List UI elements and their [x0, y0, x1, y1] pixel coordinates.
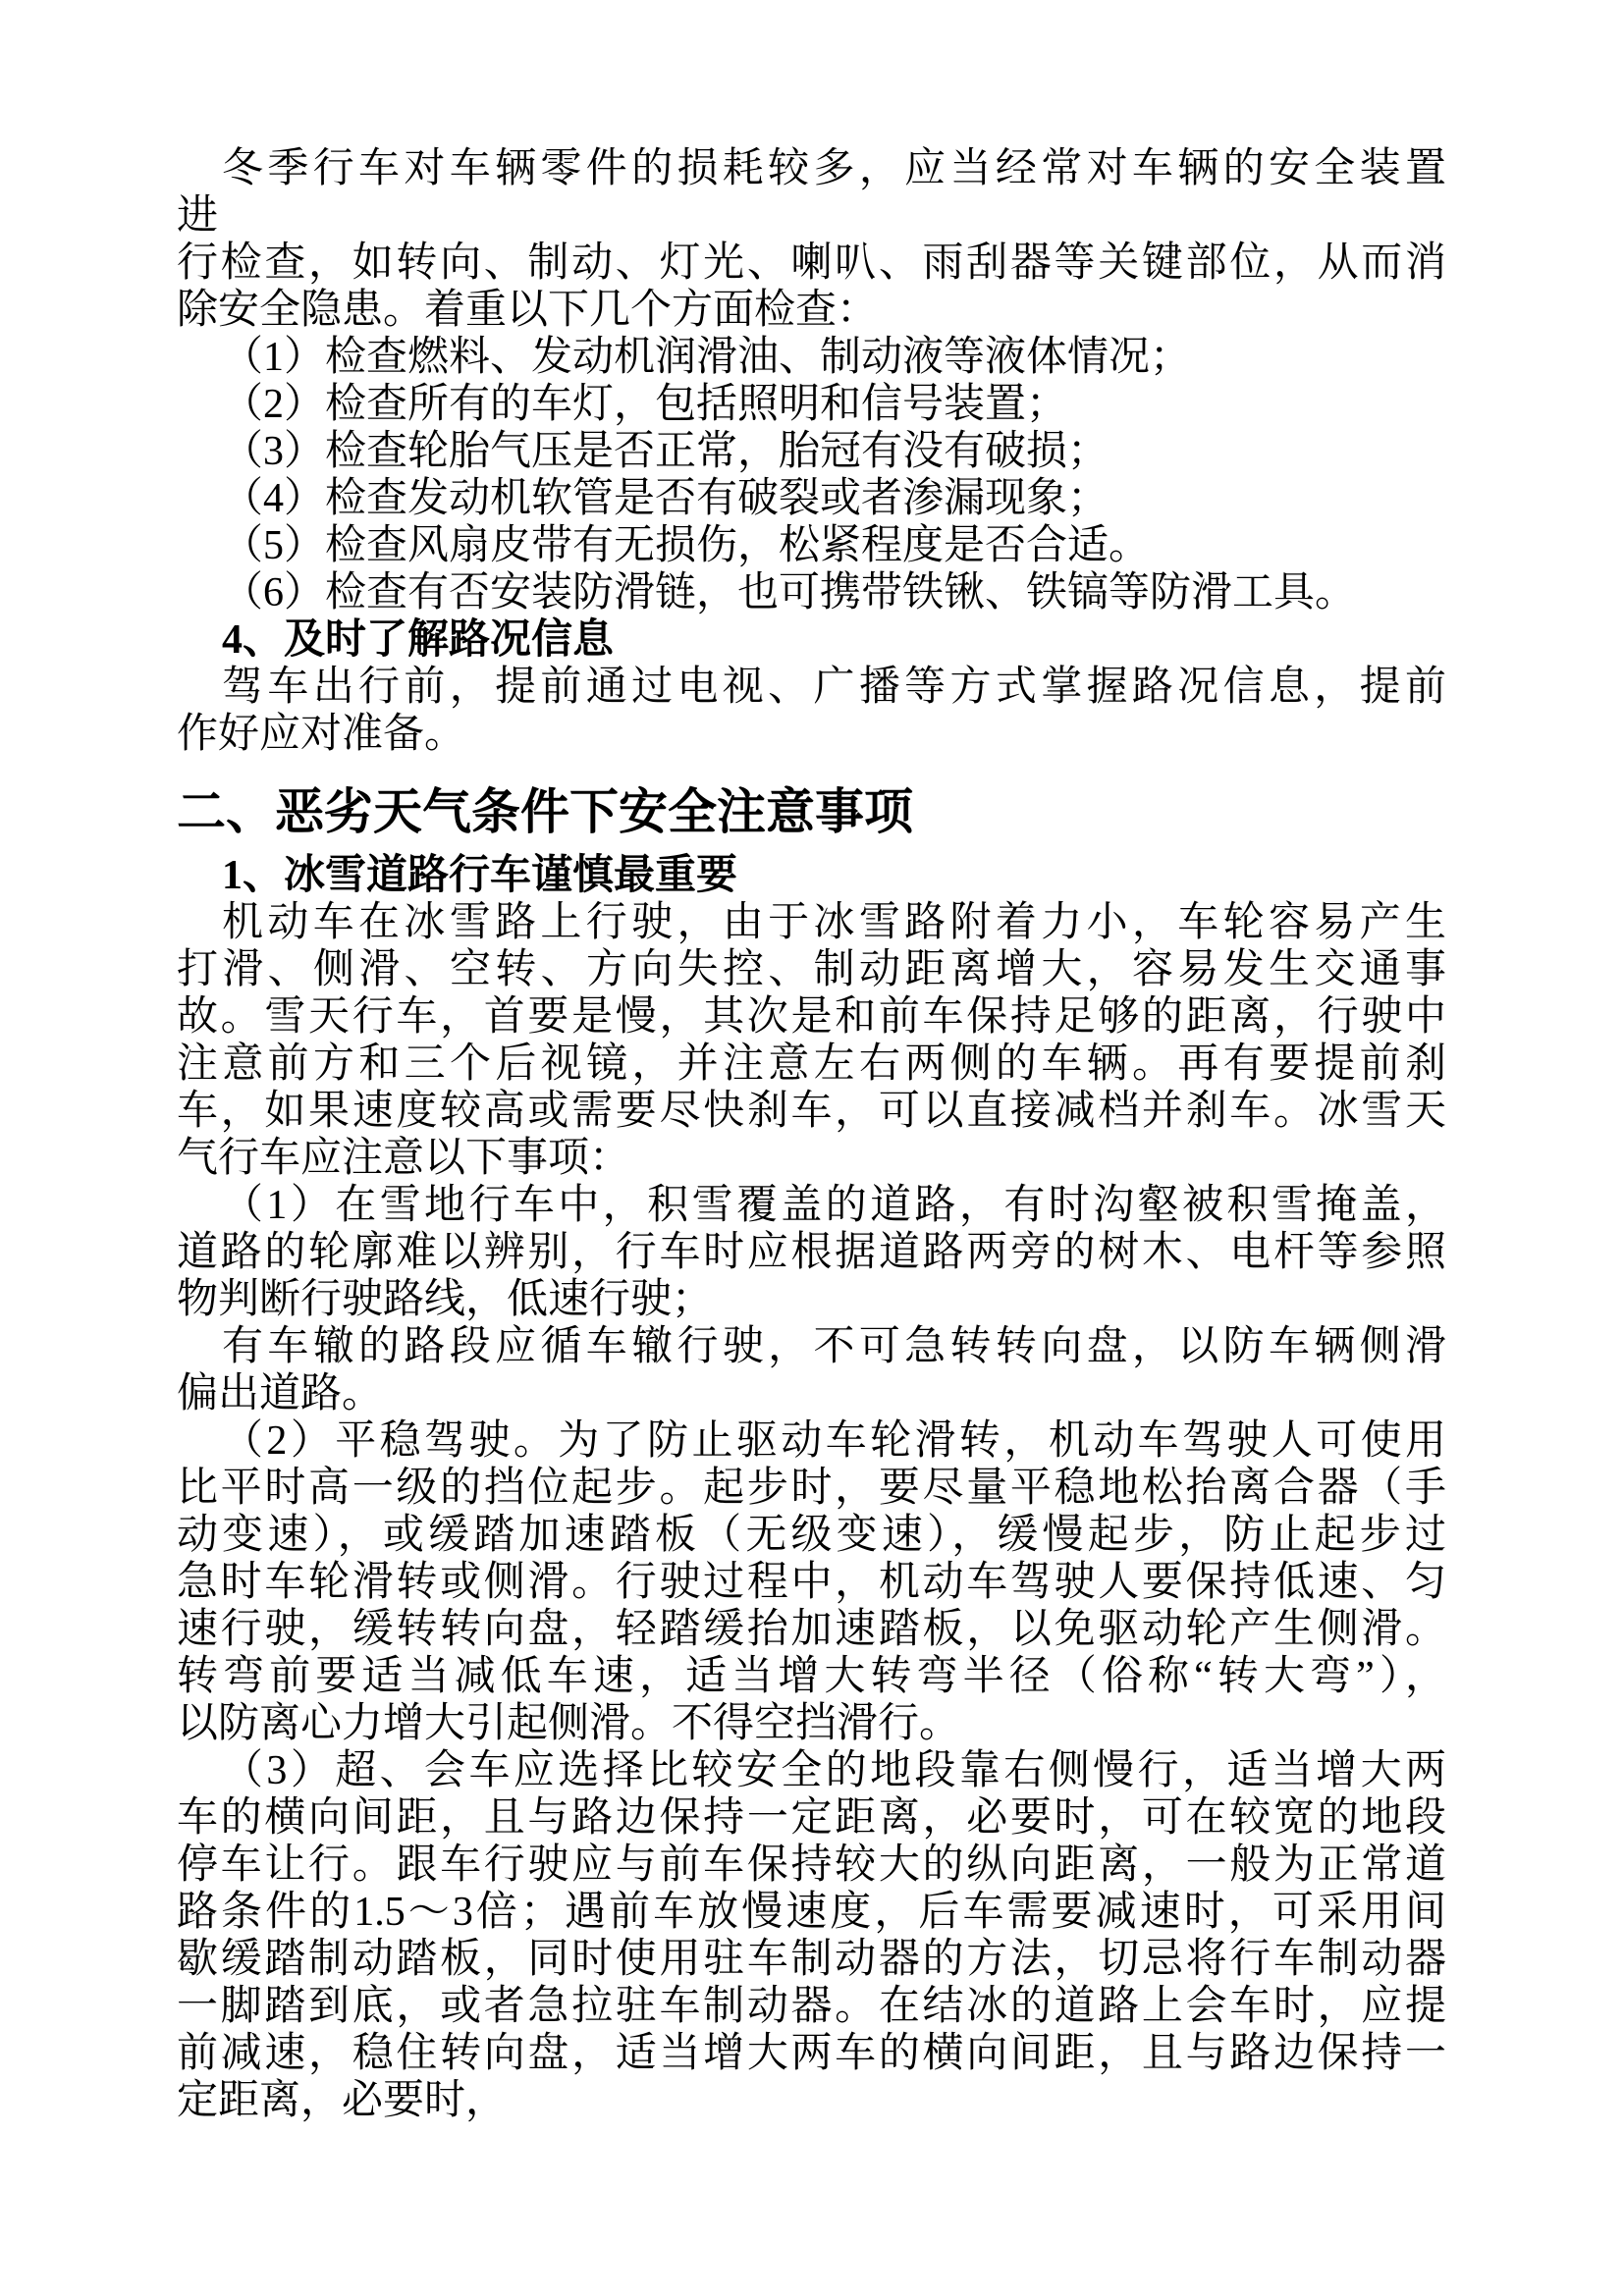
- text-line: （6）检查有否安装防滑链，也可携带铁锹、铁镐等防滑工具。: [222, 570, 1357, 615]
- text-line: 车的横向间距，且与路边保持一定距离，必要时，可在较宽的地段: [177, 1795, 1446, 1841]
- text-line: 停车让行。跟车行驶应与前车保持较大的纵向距离，一般为正常道: [177, 1842, 1446, 1888]
- text-line: （3）检查轮胎气压是否正常，胎冠有没有破损；: [222, 429, 1109, 474]
- text-line: 物判断行驶路线，低速行驶；: [177, 1277, 714, 1322]
- text-line: 作好应对准备。: [177, 712, 466, 757]
- text-line: 驾车出行前，提前通过电视、广播等方式掌握路况信息，提前: [222, 665, 1446, 710]
- text-line: 路条件的1.5～3倍；遇前车放慢速度，后车需要减速时，可采用间: [177, 1890, 1446, 1935]
- text-line: （1）在雪地行车中，积雪覆盖的道路，有时沟壑被积雪掩盖，: [222, 1183, 1446, 1228]
- subsection-heading: 4、及时了解路况信息: [222, 617, 615, 663]
- text-line: 速行驶，缓转转向盘，轻踏缓抬加速踏板，以免驱动轮产生侧滑。: [177, 1607, 1446, 1652]
- text-line: 有车辙的路段应循车辙行驶，不可急转转向盘，以防车辆侧滑: [222, 1324, 1446, 1369]
- text-line: 故。雪天行车，首要是慢，其次是和前车保持足够的距离，行驶中: [177, 994, 1446, 1040]
- text-line: 冬季行车对车辆零件的损耗较多，应当经常对车辆的安全装置: [222, 146, 1446, 191]
- text-line: （5）检查风扇皮带有无损伤，松紧程度是否合适。: [222, 523, 1151, 568]
- text-line: 比平时高一级的挡位起步。起步时，要尽量平稳地松抬离合器（手: [177, 1466, 1446, 1511]
- text-line: 急时车轮滑转或侧滑。行驶过程中，机动车驾驶人要保持低速、匀: [177, 1560, 1446, 1605]
- text-line: 偏出道路。: [177, 1371, 384, 1416]
- document-text: [177, 145, 1446, 2124]
- text-line: 除安全隐患。着重以下几个方面检查：: [177, 288, 879, 333]
- text-line: 机动车在冰雪路上行驶，由于冰雪路附着力小，车轮容易产生: [222, 900, 1446, 945]
- text-line: （2）平稳驾驶。为了防止驱动车轮滑转，机动车驾驶人可使用: [222, 1418, 1446, 1464]
- text-line: 行检查，如转向、制动、灯光、喇叭、雨刮器等关键部位，从而消: [177, 240, 1446, 286]
- text-line: 动变速），或缓踏加速踏板（无级变速），缓慢起步，防止起步过: [177, 1513, 1446, 1558]
- text-line: 打滑、侧滑、空转、方向失控、制动距离增大，容易发生交通事: [177, 947, 1446, 992]
- text-line: （2）检查所有的车灯，包括照明和信号装置；: [222, 382, 1068, 427]
- section-heading: 二、恶劣天气条件下安全注意事项: [177, 784, 913, 839]
- text-line: 前减速，稳住转向盘，适当增大两车的横向间距，且与路边保持一: [177, 2031, 1446, 2076]
- text-line: （4）检查发动机软管是否有破裂或者渗漏现象；: [222, 476, 1109, 521]
- text-line: （3）超、会车应选择比较安全的地段靠右侧慢行，适当增大两: [222, 1748, 1446, 1793]
- text-line: 转弯前要适当减低车速，适当增大转弯半径（俗称“转大弯”），: [177, 1654, 1446, 1699]
- text-line: （1）检查燃料、发动机润滑油、制动液等液体情况；: [222, 335, 1192, 380]
- text-line: 进: [177, 193, 219, 239]
- text-line: 一脚踏到底，或者急拉驻车制动器。在结冰的道路上会车时，应提: [177, 1984, 1446, 2029]
- text-line: 注意前方和三个后视镜，并注意左右两侧的车辆。再有要提前刹: [177, 1041, 1446, 1087]
- text-line: 气行车应注意以下事项：: [177, 1136, 631, 1181]
- text-line: 道路的轮廓难以辨别，行车时应根据道路两旁的树木、电杆等参照: [177, 1230, 1446, 1275]
- text-line: 歇缓踏制动踏板，同时使用驻车制动器的方法，切忌将行车制动器: [177, 1937, 1446, 1982]
- text-line: 车，如果速度较高或需要尽快刹车，可以直接减档并刹车。冰雪天: [177, 1089, 1446, 1134]
- subsection-heading: 1、冰雪道路行车谨慎最重要: [222, 853, 738, 898]
- text-line: 定距离，必要时，: [177, 2078, 508, 2123]
- text-line: 以防离心力增大引起侧滑。不得空挡滑行。: [177, 1701, 961, 1746]
